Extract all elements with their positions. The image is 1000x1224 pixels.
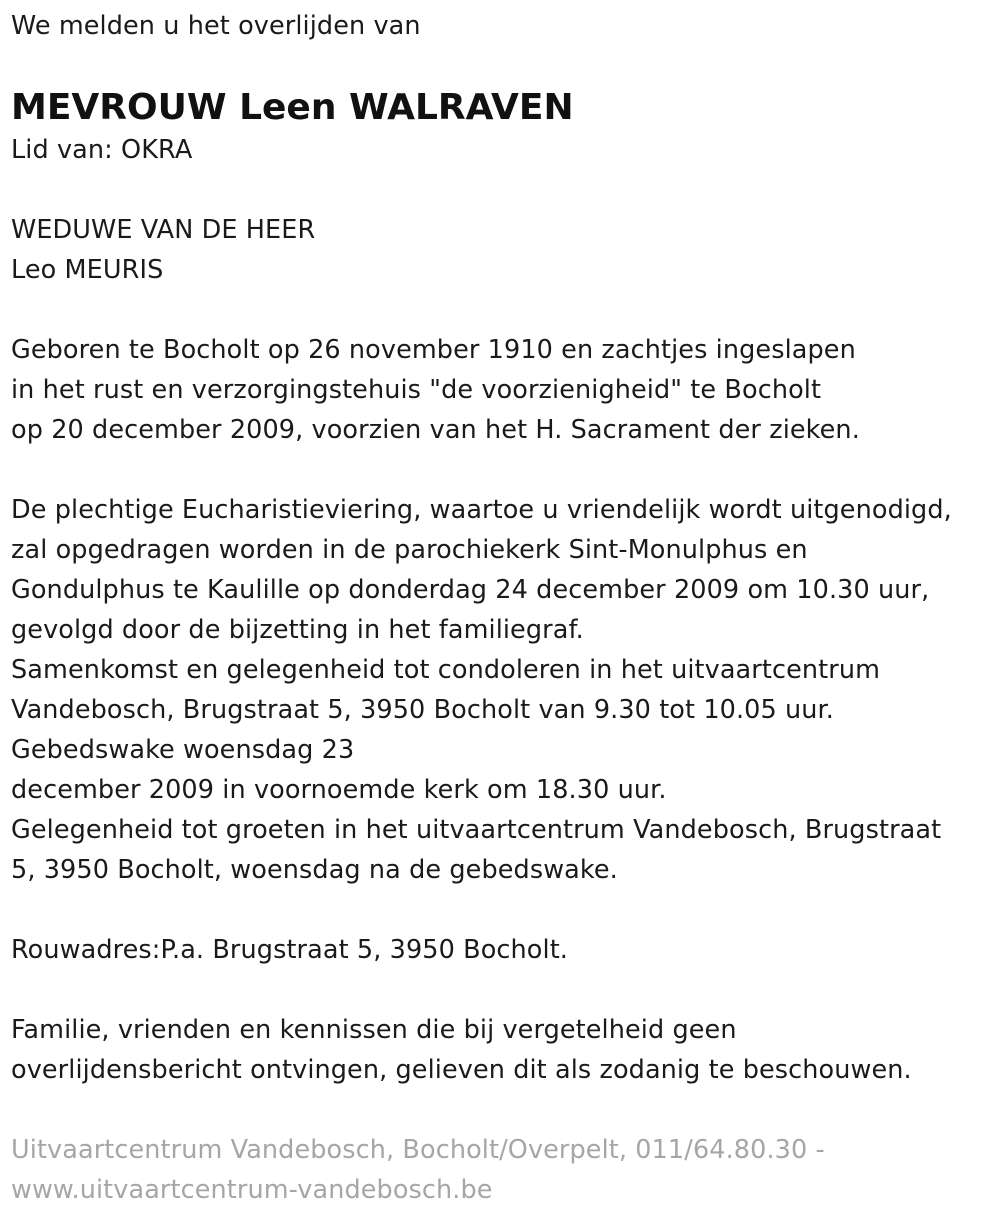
mourning-address: Rouwadres:P.a. Brugstraat 5, 3950 Bocholt. [11,935,568,965]
closing-paragraph [11,1010,996,1090]
paragraph-line: Geboren te Bocholt op 26 november 1910 en zachtjes ingeslapen [11,335,856,365]
spacer [11,1090,996,1130]
birth-death-paragraph [11,330,996,450]
spacer [11,170,996,210]
spacer [11,290,996,330]
widow-title: WEDUWE VAN DE HEER [11,215,316,245]
paragraph-line: december 2009 in voornoemde kerk om 18.30 uur. [11,775,667,805]
spacer [11,450,996,490]
paragraph-line: in het rust en verzorgingstehuis "de voorzienigheid" te Bocholt [11,375,822,405]
spacer [11,970,996,1010]
footer-contact: Uitvaartcentrum Vandebosch, Bocholt/Overpelt, 011/64.80.30 - [11,1135,825,1165]
intro-text: We melden u het overlijden van [11,11,421,41]
paragraph-line: Samenkomst en gelegenheid tot condoleren in het uitvaartcentrum [11,655,881,685]
paragraph-line: De plechtige Eucharistieviering, waartoe u vriendelijk wordt uitgenodigd, [11,495,952,525]
paragraph-line: Gondulphus te Kaulille op donderdag 24 december 2009 om 10.30 uur, [11,575,930,605]
membership-text: Lid van: OKRA [11,135,193,165]
paragraph-line: zal opgedragen worden in de parochiekerk Sint-Monulphus en [11,535,808,565]
paragraph-line: overlijdensbericht ontvingen, gelieven dit als zodanig te beschouwen. [11,1055,912,1085]
ceremony-paragraph [11,490,996,890]
paragraph-line: 5, 3950 Bocholt, woensdag na de gebedswake. [11,855,618,885]
funeral-home-footer [11,1130,996,1210]
paragraph-line: Gebedswake woensdag 23 [11,735,355,765]
paragraph-line: op 20 december 2009, voorzien van het H. Sacrament der zieken. [11,415,860,445]
paragraph-line: gevolgd door de bijzetting in het familiegraf. [11,615,584,645]
paragraph-line: Gelegenheid tot groeten in het uitvaartcentrum Vandebosch, Brugstraat [11,815,942,845]
footer-website[interactable]: www.uitvaartcentrum-vandebosch.be [11,1175,493,1205]
spouse-name: Leo MEURIS [11,255,164,285]
paragraph-line: Familie, vrienden en kennissen die bij vergetelheid geen [11,1015,737,1045]
paragraph-line: Vandebosch, Brugstraat 5, 3950 Bocholt van 9.30 tot 10.05 uur. [11,695,834,725]
spacer [11,890,996,930]
obituary-notice [11,0,996,1210]
deceased-name: MEVROUW Leen WALRAVEN [11,87,574,128]
